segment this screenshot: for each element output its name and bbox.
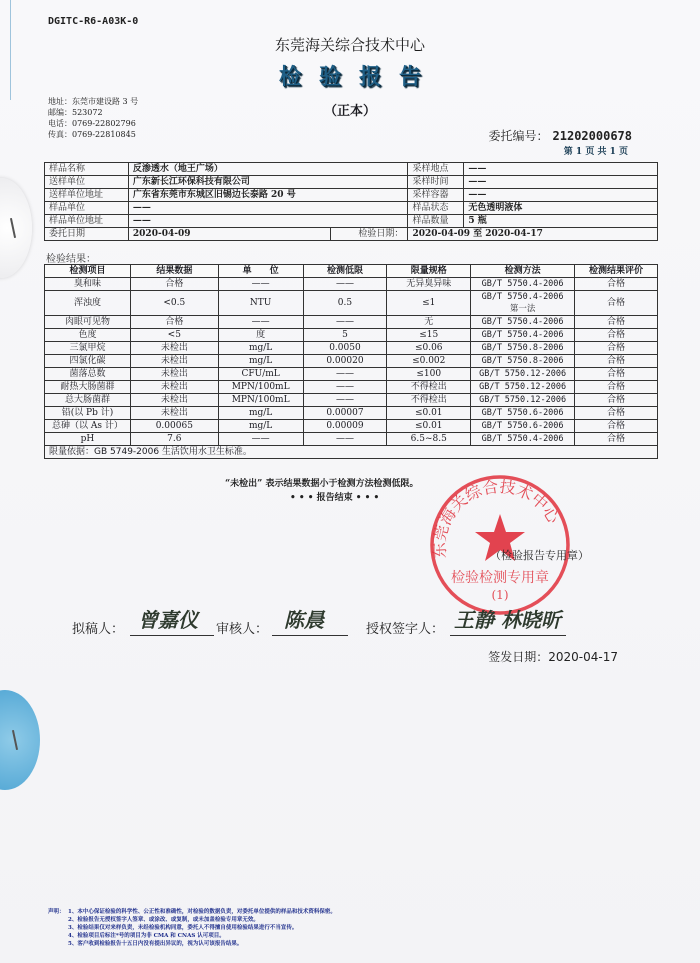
table-cell: ≤1 [387,291,471,316]
table-cell: 合格 [575,420,658,433]
table-cell: 臭和味 [45,278,131,291]
table-cell: GB/T 5750.4-2006 [471,329,575,342]
table-cell: pH [45,433,131,446]
entrust-date: 2020-04-09 [128,228,330,241]
table-cell: <0.5 [130,291,218,316]
table-cell: 无 [387,316,471,329]
results-table [44,264,658,459]
table-cell: mg/L [218,355,303,368]
organization-title: 东莞海关综合技术中心 [274,36,425,54]
table-cell: MPN/100mL [218,381,303,394]
table-row [45,291,658,316]
table-cell: 5 [303,329,387,342]
signer-line [450,635,566,636]
column-header: 结果数据 [130,265,218,278]
table-cell: 铅(以 Pb 计) [45,407,131,420]
table-cell: 耐热大肠菌群 [45,381,131,394]
contact-block [48,96,138,140]
table-cell: —— [303,394,387,407]
table-row [45,446,658,459]
disclaimer-lead: 声明： [48,909,65,915]
disclaimer-item: 2、检验报告无授权签字人签章、或涂改、或复制，或未加盖检验专用章无效。 [68,917,259,923]
table-row [45,368,658,381]
table-cell: —— [303,381,387,394]
results-body [45,278,658,459]
table-cell: GB/T 5750.12-2006 [471,368,575,381]
disclaimer [48,908,336,948]
reviewer-line [272,635,348,636]
table-cell: 7.6 [130,433,218,446]
table-cell: CFU/mL [218,368,303,381]
table-row [45,163,658,176]
signer-label: 授权签字人： [366,622,445,637]
standard-basis: 限量依据：GB 5749-2006 生活饮用水卫生标准。 [45,446,658,459]
drafter-label: 拟稿人： [72,622,125,637]
phone: 电话：0769-22802796 [48,119,136,128]
table-cell: 不得检出 [387,381,471,394]
table-cell: ≤0.01 [387,407,471,420]
column-header: 检测结果评价 [575,265,658,278]
table-cell: 合格 [575,342,658,355]
table-cell: 色度 [45,329,131,342]
drafter-signature: 曾嘉仪 [138,608,198,632]
table-cell: —— [303,316,387,329]
table-row [45,355,658,368]
table-cell: GB/T 5750.8-2006 [471,355,575,368]
table-cell: GB/T 5750.6-2006 [471,420,575,433]
table-cell: 未检出 [130,381,218,394]
sample-quantity: 5 瓶 [464,215,658,228]
issue-date: 签发日期：2020-04-17 [488,650,618,664]
address: 地址：东莞市建设路 3 号 [48,97,139,106]
original-copy-label: （正本） [323,104,376,119]
column-header: 单 位 [218,265,303,278]
table-cell: 合格 [575,433,658,446]
table-cell: 合格 [575,316,658,329]
staple-icon [10,218,16,238]
table-cell: —— [303,433,387,446]
table-cell: 0.00009 [303,420,387,433]
table-cell: GB/T 5750.4-2006 [471,433,575,446]
disclaimer-item: 5、客户收到检验报告十五日内没有提出异议的，视为认可该报告结果。 [68,941,243,947]
table-cell: <5 [130,329,218,342]
table-cell: GB/T 5750.4-2006 [471,316,575,329]
table-cell: GB/T 5750.6-2006 [471,407,575,420]
table-cell: 6.5~8.5 [387,433,471,446]
table-cell: 浑浊度 [45,291,131,316]
table-cell: 不得检出 [387,394,471,407]
table-cell: 合格 [575,329,658,342]
table-cell: —— [303,278,387,291]
label: 采样地点 [408,163,464,176]
table-row [45,407,658,420]
table-cell: 度 [218,329,303,342]
label: 样品状态 [408,202,464,215]
column-header: 检测项目 [45,265,131,278]
table-cell: 菌落总数 [45,368,131,381]
table-cell: 0.00020 [303,355,387,368]
table-cell: 合格 [575,381,658,394]
table-cell: GB/T 5750.8-2006 [471,342,575,355]
table-cell: ≤0.06 [387,342,471,355]
table-cell: GB/T 5750.12-2006 [471,394,575,407]
table-cell: 未检出 [130,407,218,420]
table-cell: 合格 [575,355,658,368]
end-of-report: • • • 报告结束 • • • [290,493,380,503]
table-cell: 合格 [575,368,658,381]
table-cell: NTU [218,291,303,316]
table-row [45,394,658,407]
label: 送样单位地址 [45,189,129,202]
table-cell: 总大肠菌群 [45,394,131,407]
test-date: 2020-04-09 至 2020-04-17 [408,228,658,241]
table-row [45,342,658,355]
table-row [45,228,658,241]
table-cell: 无异臭异味 [387,278,471,291]
label: 样品单位 [45,202,129,215]
label: 样品名称 [45,163,129,176]
table-cell: —— [218,278,303,291]
table-cell: mg/L [218,420,303,433]
container: —— [464,189,658,202]
reviewer-signature: 陈晨 [284,608,324,632]
table-cell: 合格 [130,316,218,329]
disclaimer-item: 3、检验结果仅对来样负责，未经检验机构同意，委托人不得擅自使用检验结果进行不当宣传。 [68,925,298,931]
signer-signature: 王静 林晓昕 [454,608,561,632]
table-cell: 肉眼可见物 [45,316,131,329]
table-cell: ≤0.01 [387,420,471,433]
sample-state: 无色透明液体 [464,202,658,215]
document-code: DGITC-R6-A03K-0 [48,16,139,27]
table-cell: —— [218,316,303,329]
table-cell: 0.00065 [130,420,218,433]
disclaimer-list [48,908,336,948]
table-row [45,381,658,394]
table-cell: 合格 [575,278,658,291]
table-cell: —— [303,368,387,381]
sampling-site: —— [464,163,658,176]
table-cell: 合格 [130,278,218,291]
sender: 广东新长江环保科技有限公司 [128,176,408,189]
table-row [45,316,658,329]
table-row [45,420,658,433]
table-cell: 未检出 [130,342,218,355]
table-cell: 四氯化碳 [45,355,131,368]
results-heading: 检验结果： [46,254,96,265]
table-cell: —— [218,433,303,446]
table-cell: 0.0050 [303,342,387,355]
label: 采样容器 [408,189,464,202]
column-header: 检测低限 [303,265,387,278]
not-detected-note: “未检出” 表示结果数据小于检测方法检测低限。 [225,479,419,489]
label: 采样时间 [408,176,464,189]
official-seal-icon [425,472,575,618]
staple-icon [12,730,18,750]
label: 样品单位地址 [45,215,129,228]
label: 检验日期： [330,228,408,241]
label: 委托日期 [45,228,129,241]
table-cell: 未检出 [130,394,218,407]
table-cell: 合格 [575,291,658,316]
table-cell: 0.00007 [303,407,387,420]
sample-name: 反渗透水（地王广场） [128,163,408,176]
disclaimer-item: 4、检验项目后标注*号的项目为非 CMA 和 CNAS 认可项目。 [68,933,225,939]
report-title: 检验报告 [278,65,439,90]
table-row [45,329,658,342]
table-cell: 合格 [575,394,658,407]
table-cell: MPN/100mL [218,394,303,407]
table-cell: mg/L [218,407,303,420]
table-cell: GB/T 5750.4-2006 第一法 [471,291,575,316]
table-cell: 未检出 [130,355,218,368]
postcode: 邮编：523072 [48,108,103,117]
entrust-label: 委托编号： [488,129,549,143]
sampling-time: —— [464,176,658,189]
table-cell: 未检出 [130,368,218,381]
table-row [45,189,658,202]
table-cell: 0.5 [303,291,387,316]
reviewer-label: 审核人： [216,622,269,637]
sample-unit: —— [128,202,408,215]
table-cell: 总砷（以 As 计） [45,420,131,433]
table-cell: ≤100 [387,368,471,381]
drafter-line [130,635,214,636]
table-cell: 三氯甲烷 [45,342,131,355]
table-cell: GB/T 5750.4-2006 [471,278,575,291]
sender-address: 广东省东莞市东城区旧锡边长泰路 20 号 [128,189,408,202]
binder-clip-bottom [0,690,40,790]
svg-text:(1): (1) [491,588,509,602]
sample-unit-address: —— [128,215,408,228]
fax: 传真：0769-22810845 [48,130,136,139]
table-row [45,176,658,189]
table-row [45,433,658,446]
entrust-number [489,127,633,144]
svg-text:检验检测专用章: 检验检测专用章 [451,570,549,586]
svg-text:东莞海关综合技术中心: 东莞海关综合技术中心 [429,476,564,559]
disclaimer-item: 1、本中心保证检验的科学性、公正性和准确性，对检验的数据负责，对委托单位提供的样品和技术资料保密。 [68,909,336,915]
table-row [45,278,658,291]
table-cell: ≤15 [387,329,471,342]
table-cell: ≤0.002 [387,355,471,368]
label: 样品数量 [408,215,464,228]
entrust-value: 21202000678 [552,129,632,143]
table-cell: GB/T 5750.12-2006 [471,381,575,394]
binder-clip-top [0,178,32,278]
page-indicator: 第 1 页 共 1 页 [563,147,628,157]
column-header: 检测方法 [471,265,575,278]
table-header-row [45,265,658,278]
table-row [45,215,658,228]
table-cell: 合格 [575,407,658,420]
sample-info-table [44,162,658,241]
stamp-caption: （检验报告专用章） [490,549,589,562]
column-header: 限量规格 [387,265,471,278]
table-cell: mg/L [218,342,303,355]
label: 送样单位 [45,176,129,189]
table-row [45,202,658,215]
